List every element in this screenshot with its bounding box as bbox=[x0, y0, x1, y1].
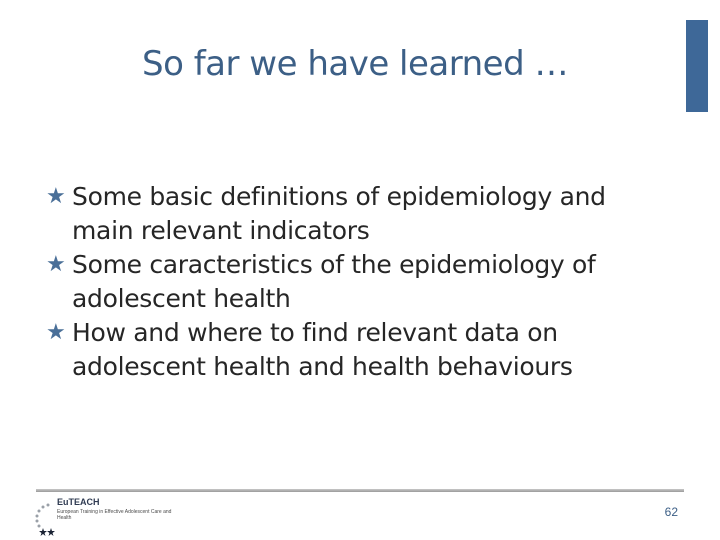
page-number: 62 bbox=[664, 505, 678, 519]
bullet-line: Some basic definitions of epidemiology and bbox=[72, 182, 606, 211]
star-icon: ★ bbox=[46, 320, 66, 345]
bullet-line: adolescent health bbox=[72, 284, 291, 313]
bullet-item bbox=[46, 180, 666, 248]
bullet-line: adolescent health and health behaviours bbox=[72, 352, 573, 381]
bullet-item bbox=[46, 316, 666, 384]
star-icon: ★ bbox=[46, 252, 66, 277]
bullet-line: main relevant indicators bbox=[72, 216, 370, 245]
accent-bar bbox=[686, 20, 708, 112]
logo-tagline: European Training in Effective Adolescent Care and Health bbox=[57, 509, 172, 521]
slide-title: So far we have learned … bbox=[142, 44, 568, 84]
eutEach-logo bbox=[30, 494, 190, 538]
bullet-line: Some caracteristics of the epidemiology of bbox=[72, 250, 596, 279]
bullet-line: How and where to find relevant data on bbox=[72, 318, 558, 347]
bullet-item bbox=[46, 248, 666, 316]
footer-divider bbox=[36, 489, 684, 492]
star-icon: ★ bbox=[46, 184, 66, 209]
bullet-list bbox=[46, 180, 666, 384]
logo-name: EuTEACH bbox=[57, 497, 100, 507]
